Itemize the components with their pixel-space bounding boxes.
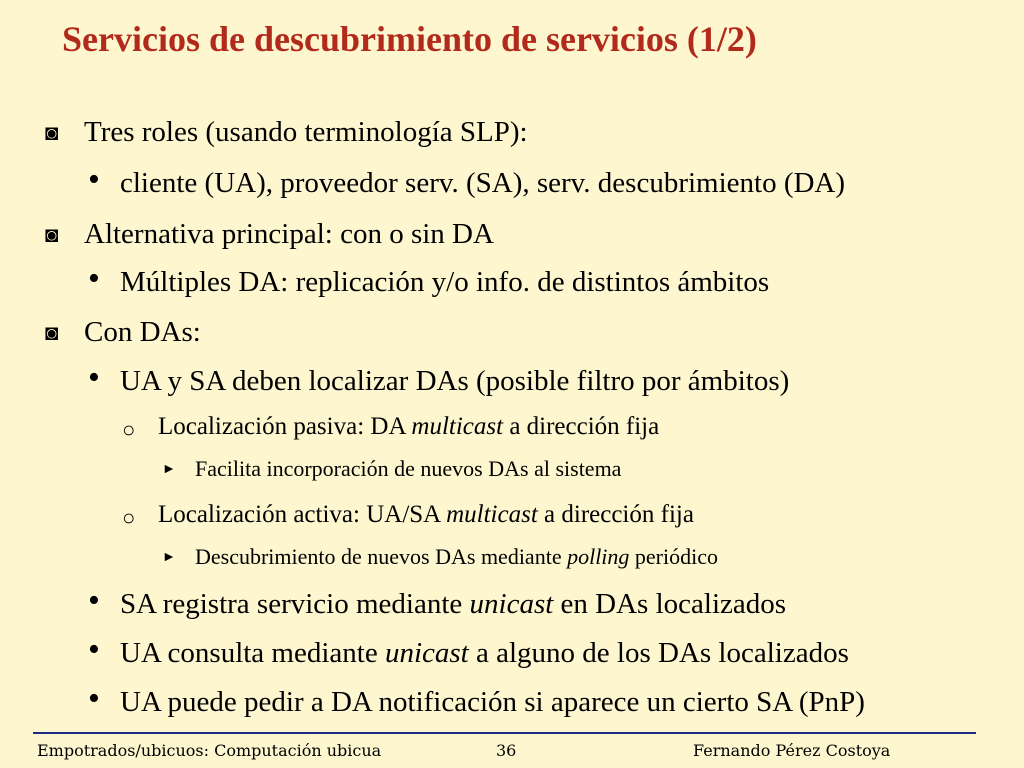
level2-bullet-marker: • [88,161,100,198]
bullet-ua-consulta: UA consulta mediante unicast a alguno de los DAs localizados [120,637,849,669]
bullet-sa-registra: SA registra servicio mediante unicast en DAs localizados [120,588,787,620]
level2-bullet-marker: • [88,680,100,717]
bullet-alternativa: Alternativa principal: con o sin DA [84,218,494,250]
bullet-localizacion-activa: Localización activa: UA/SA multicast a dirección fija [158,501,694,528]
bullet-descubrimiento-polling: Descubrimiento de nuevos DAs mediante polling periódico [195,544,719,569]
bullet-ua-sa-localizar: UA y SA deben localizar DAs (posible filtro por ámbitos) [120,365,790,397]
bullet-localizacion-pasiva: Localización pasiva: DA multicast a dirección fija [158,413,660,440]
level4-bullet-marker: ► [162,462,176,477]
level1-bullet-marker: ◙ [45,222,59,247]
bullet-tres-roles: Tres roles (usando terminología SLP): [84,116,528,148]
footer-course: Empotrados/ubicuos: Computación ubicua [37,741,382,760]
level2-bullet-marker: • [88,582,100,619]
bullet-con-das: Con DAs: [84,316,201,348]
level2-bullet-marker: • [88,359,100,396]
bullet-facilita-incorporacion: Facilita incorporación de nuevos DAs al sistema [195,456,622,481]
bullet-ua-notificacion: UA puede pedir a DA notificación si aparece un cierto SA (PnP) [120,686,865,718]
level1-bullet-marker: ◙ [45,320,59,345]
footer-divider [33,732,976,734]
bullet-multiples-da: Múltiples DA: replicación y/o info. de distintos ámbitos [120,266,770,298]
level3-bullet-marker: ○ [122,417,136,442]
level4-bullet-marker: ► [162,550,176,565]
footer-page-number: 36 [496,741,517,760]
level2-bullet-marker: • [88,631,100,668]
footer-author: Fernando Pérez Costoya [693,741,891,760]
level2-bullet-marker: • [88,260,100,297]
slide-title: Servicios de descubrimiento de servicios (1/2) [62,19,757,59]
level3-bullet-marker: ○ [122,505,136,530]
level1-bullet-marker: ◙ [45,120,59,145]
bullet-cliente: cliente (UA), proveedor serv. (SA), serv. descubrimiento (DA) [120,167,846,199]
